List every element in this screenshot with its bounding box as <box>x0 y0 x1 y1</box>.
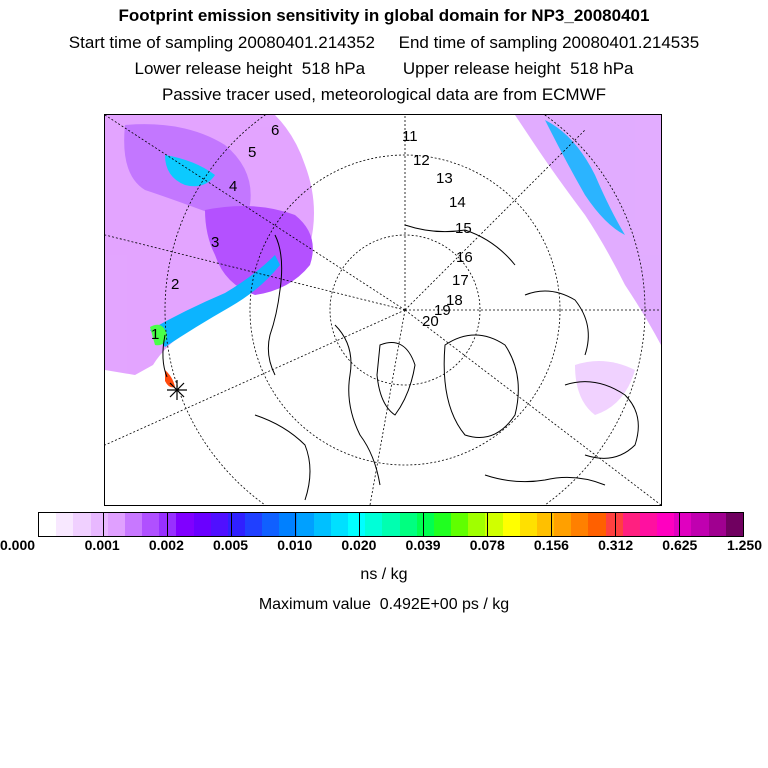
day-label-11: 11 <box>402 128 418 145</box>
colorbar-swatch <box>142 513 160 536</box>
colorbar-swatch <box>108 513 126 536</box>
maximum-value-text: Maximum value 0.492E+00 ps / kg <box>258 596 510 613</box>
colorbar-tick-label: 0.001 <box>84 537 120 553</box>
colorbar-divider <box>295 513 296 536</box>
colorbar-divider <box>359 513 360 536</box>
day-label-1: 1 <box>151 326 160 343</box>
sampling-time-line: Start time of sampling 20080401.214352 End time of sampling 20080401.214535 <box>68 33 700 52</box>
day-label-17: 17 <box>452 272 469 289</box>
day-label-4: 4 <box>229 178 238 195</box>
colorbar-tick-label: 1.250 <box>726 537 762 553</box>
colorbar-swatch <box>125 513 143 536</box>
day-label-20: 20 <box>422 313 439 330</box>
colorbar-swatch <box>709 513 727 536</box>
colorbar-swatch <box>468 513 486 536</box>
colorbar-swatch <box>194 513 212 536</box>
colorbar-swatch <box>417 513 435 536</box>
colorbar-tick-label: 0.000 <box>0 537 36 553</box>
colorbar-divider <box>423 513 424 536</box>
plume-hotspot <box>165 370 175 387</box>
day-label-13: 13 <box>436 170 453 187</box>
day-label-12: 12 <box>413 152 430 169</box>
colorbar-swatch <box>554 513 572 536</box>
plume-northeast <box>515 115 661 345</box>
colorbar-swatch <box>674 513 692 536</box>
colorbar-divider <box>487 513 488 536</box>
colorbar-tick-label: 0.005 <box>213 537 249 553</box>
colorbar-swatch <box>400 513 418 536</box>
day-label-16: 16 <box>456 249 473 266</box>
colorbar-swatch <box>211 513 229 536</box>
colorbar-swatch <box>640 513 658 536</box>
colorbar-divider <box>167 513 168 536</box>
colorbar-tick-label: 0.039 <box>405 537 441 553</box>
colorbar-swatch <box>588 513 606 536</box>
colorbar-swatch <box>39 513 57 536</box>
colorbar-divider <box>615 513 616 536</box>
colorbar-swatch <box>262 513 280 536</box>
map-title: Footprint emission sensitivity in global domain for NP3_20080401 <box>118 6 650 25</box>
colorbar-tick-label: 0.625 <box>662 537 698 553</box>
colorbar-swatch <box>451 513 469 536</box>
colorbar-swatch <box>657 513 675 536</box>
colorbar-swatch <box>245 513 263 536</box>
release-location-star-icon <box>167 380 187 400</box>
day-label-19: 19 <box>434 302 451 319</box>
colorbar-swatch <box>348 513 366 536</box>
footprint-map <box>104 114 662 506</box>
day-label-6: 6 <box>271 122 280 139</box>
colorbar-swatch <box>503 513 521 536</box>
colorbar-swatch <box>571 513 589 536</box>
colorbar-tick-label: 0.078 <box>469 537 505 553</box>
colorbar-swatch <box>365 513 383 536</box>
colorbar-swatch <box>56 513 74 536</box>
colorbar-tick-label: 0.002 <box>148 537 184 553</box>
colorbar-tick-label: 0.156 <box>533 537 569 553</box>
colorbar <box>38 512 744 537</box>
colorbar-swatch <box>176 513 194 536</box>
colorbar-tick-label: 0.020 <box>341 537 377 553</box>
plume-east-light <box>575 361 635 415</box>
colorbar-swatch <box>91 513 109 536</box>
colorbar-divider <box>551 513 552 536</box>
colorbar-swatch <box>691 513 709 536</box>
colorbar-swatch <box>159 513 177 536</box>
colorbar-divider <box>231 513 232 536</box>
sensitivity-field <box>105 115 661 415</box>
colorbar-swatch <box>331 513 349 536</box>
tracer-info-line: Passive tracer used, meteorological data are from ECMWF <box>161 85 607 104</box>
day-label-2: 2 <box>171 276 180 293</box>
colorbar-swatch <box>485 513 503 536</box>
colorbar-divider <box>679 513 680 536</box>
colorbar-swatch <box>382 513 400 536</box>
colorbar-tick-label: 0.010 <box>277 537 313 553</box>
day-label-5: 5 <box>248 144 257 161</box>
release-height-line: Lower release height 518 hPa Upper release height 518 hPa <box>134 59 634 78</box>
day-label-18: 18 <box>446 292 463 309</box>
day-label-14: 14 <box>449 194 466 211</box>
colorbar-swatch <box>434 513 452 536</box>
colorbar-tick-label: 0.312 <box>598 537 634 553</box>
colorbar-swatch <box>520 513 538 536</box>
colorbar-swatch <box>314 513 332 536</box>
colorbar-swatch <box>726 513 744 536</box>
colorbar-swatch <box>73 513 91 536</box>
colorbar-swatch <box>297 513 315 536</box>
colorbar-swatch <box>623 513 641 536</box>
colorbar-divider <box>103 513 104 536</box>
day-label-15: 15 <box>455 220 472 237</box>
day-label-3: 3 <box>211 234 220 251</box>
colorbar-unit: ns / kg <box>360 566 408 583</box>
